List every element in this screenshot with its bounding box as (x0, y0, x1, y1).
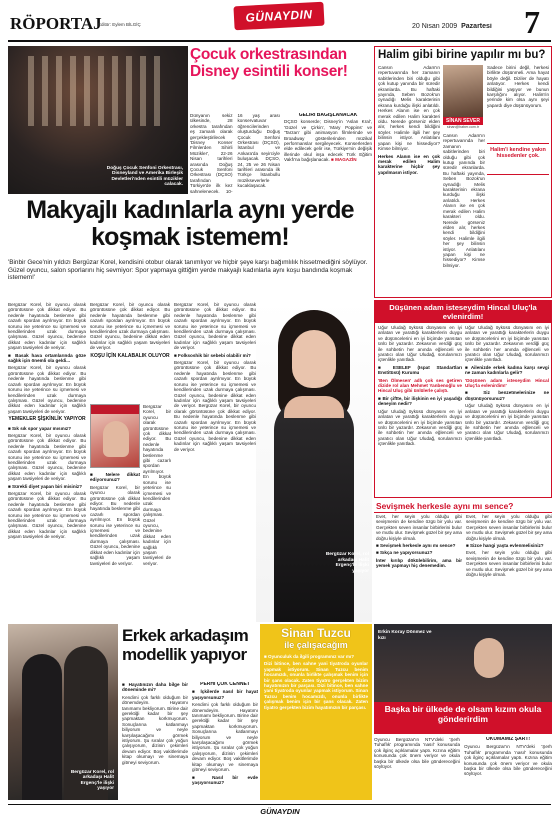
daughter-photo (374, 624, 552, 702)
orchestra-body2-text: DÇSO konserde; Disney'in 'Aslan Kral', 'Güzel ve Çirkin', 'Mary Poppins' ve 'Tarzan' gibi animasyon filmlerinde ve Broadway gösterilerinden müzikal performanslar sergileyecek. Konserlerden elde edilecek gelir ise, Türkiye'nin değişik illerinde okul inşa edecek Türk Eğitim Vakfı'na bağışlanacak. (284, 119, 372, 163)
magazine-cover (90, 404, 140, 468)
orchestra-photo (8, 46, 188, 194)
love-body-text-2: Evet, her seyin yolu olduğu gibi sevişmenin de kendine özgü bir yolu var. Gerçekten seven insanlar birbirlerini bulur ve mutlu olur. Sevişmek güzel bir şey ama doğru kişiyle olmalı. (466, 514, 552, 541)
daughter-col1 (374, 737, 460, 800)
header-rule (8, 40, 551, 42)
interview-box (374, 300, 552, 498)
tuzcu-headline: ile çalışacağım (284, 640, 348, 650)
orchestra-body (190, 113, 280, 197)
column-body-text: Cansın Adam'ın repertuvarında her zamanın sabitlerinden biri olduğu gibi çok kutup yanında bir süredir ekranlarda. Bu haftaki yayında, Seben Bozok'un oynadığı Melis karakterinin ekrana kurduğu ilişki anlatıldı. Herkes Alanın ise en çok merak edilen Halim karakteri oldu. Nerede görseniz elden alır, herkes kendi bildiğini söyler. Halimle ilgili her şey bilinsin istiyor. Anlatılanı yapan kişi ne hissediyor? Kimse bilmiyor. (378, 65, 440, 152)
love-col1 (376, 514, 462, 622)
page-number: 7 (524, 4, 540, 40)
love-subhead-1: ■ Sevişmek herkesle aynı mı sence? (376, 543, 456, 549)
orchestra-body-col3 (284, 113, 372, 197)
stage-lights (28, 56, 168, 126)
main-body-col3 (174, 302, 256, 622)
love-title: Sevişmek herkesle aynı mı sence? (374, 500, 552, 513)
love-highlight: İnter kırılıp dökülebilirim, ama bir yemek yapmayı hiç denemedim. (376, 557, 462, 569)
masthead-logo-text: GÜNAYDIN (245, 7, 313, 25)
issue-date (412, 23, 492, 30)
main-body-text-4: Bergüzar Korel, bir oyuncu olarak görüntüsüne çok dikkat ediyor. Bu nedenle hayatında beslenme gibi cazarlı spordan ayrılmıyor. En büyük sorunu ise yeterince su içmemesi ve kendilerinden uzak durmaya çalışması. Güzel oyuncu, bedenine dikkat eden kadınlar için sağlıklı yaşam tavsiyeleri de veriyor. (8, 491, 86, 540)
column-body2-text: Sadece birini değil, herkesi birlikte düşünmeli. Ama hayat böyle değil. Diziler de hayatı anlatıyor. Herkes kendi bildiğini yaşıyor ve bunun karşılığını alıyor. Halim'in yerinde kim olsa aynı şeyi yapardı diye düşünüyorum. (487, 65, 549, 108)
magazine-cover-band (91, 405, 140, 414)
column-box (374, 46, 552, 298)
interview-body-text-4: Uğur Uludağ öyküsü dünyasını en iyi anlatan ve yarattığı karakterlerin duygu ve düşüncelerini en iyi biçimde yansıtan ünlü bir yazardır. Zekasının verdiği güç ile sohbetin her anında eğlenceli ve yaratıcı olan Uğur Uludağ, sorularımızı içtenlikle yanıtladı. (465, 403, 549, 441)
boyfriend-headline: Erkek arkadaşım modellik yapıyor (122, 626, 249, 664)
main-body-col3-text-3: Bergüzar Korel, bir oyuncu olarak görüntüsüne çok dikkat ediyor. Bu nedenle hayatında beslenme gibi cazarlı spordan ayrılmıyor. En büyük sorunu ise yeterince su içmemesi ve kendilerinden uzak durmaya çalışması. Güzel oyuncu, bedenine dikkat eden kadınlar için sağlıklı yaşam tavsiyeleri de veriyor. (174, 403, 256, 452)
interview-highlight-2: 'Düşünen adam isteseydim Hincal Uluç'la evlenirdim!' (465, 377, 549, 389)
boyfriend-subhead-1: ■ Hayatınızın daha bilge bir döneminde mi? (122, 682, 188, 693)
main-subhead-6: ■ Nelere dikkat ediyorsunuz? (90, 472, 140, 483)
orchestra-subhead: GELİRİ BAĞIŞLANACAK (298, 113, 358, 118)
editor-credit: Editör: Eylem BİLGİÇ (98, 22, 141, 27)
main-subhead-7: ■ Folksoshik bir sebebi olabilir mi? (174, 352, 251, 358)
love-subhead-3: ■ Sizce hangi yaşta evlenmelisiniz? (466, 543, 544, 549)
orchestra-headline-box (190, 46, 370, 110)
interview-body-text: Uğur Uludağ öyküsü dünyasını en iyi anlatan ve yarattığı karakterlerin duygu ve düşüncelerini en iyi biçimde yansıtan ünlü bir yazardır. Zekasının verdiği güç ile sohbetin her anında eğlenceli ve yaratıcı olan Uğur Uludağ, sorularımızı içtenlikle yanıtladı. (378, 325, 462, 363)
orchestra-headline: Çocuk orkestrasından Disney esintili konser! (190, 46, 348, 80)
masthead-logo (233, 2, 324, 31)
main-body-col3-text: Bergüzar Korel, bir oyuncu olarak görüntüsüne çok dikkat ediyor. Bu nedenle hayatında beslenme gibi cazarlı spordan ayrılmıyor. En büyük sorunu ise yeterince su içmemesi ve kendilerinden uzak durmaya çalışması. Güzel oyuncu, bedenine dikkat eden kadınlar için sağlıklı yaşam tavsiyeleri de veriyor. (174, 302, 256, 351)
orchestra-credit: ■ MAGAZİN (331, 157, 357, 163)
boyfriend-col1 (122, 682, 188, 800)
main-body-col3-text-2: Bergüzar Korel, bir oyuncu olarak görüntüsüne çok dikkat ediyor. Bu nedenle hayatında beslenme gibi cazarlı spordan ayrılmıyor. En büyük sorunu ise yeterince su içmemesi ve kendilerinden uzak durmaya çalışması. Güzel oyuncu, bedenine dikkat eden kadınlar için sağlıklı yaşam tavsiyeleri de veriyor. (174, 360, 256, 409)
daughter-subhead: OKUMAMIZ ŞART! (485, 737, 531, 742)
daughter-body-text-2: Oyuncu Bergüzar'ın NTV'deki 'Şerh Tuhaflık' programında 'nasıl' konusunda çok ilginç açıklamalar yaptı. Kızına eğitim konusunda çok önem veriyor ve okula başka bir ülkede olsa bile göndereceğini söylüyor. (464, 744, 552, 777)
boyfriend-body-text-2: Kendimi çok farklı olduğum bir dönemdeyim. Hayatımı tanımamı bekliyorum. Birine dair gerektiği kadar bir şey yapmaktan korkmuyorum. Sonuçlarına katlanmayı biliyorum ve neyle karşılaşacağımı görmek istiyorum. Şu sıralar çok yoğun çalışıyorum, dizinin çekimleri devam ediyor. Boş vakitlerimde kitap okumayı ve sinemaya gitmeyi seviyorum. (192, 702, 258, 773)
daughter-col2 (464, 737, 552, 800)
column-body-right (487, 65, 549, 295)
boyfriend-headline-box (122, 626, 258, 678)
tuzcu-body (264, 654, 368, 798)
daughter-body-text: Oyuncu Bergüzar'ın NTV'deki 'Şerh Tuhaflık' programında 'nasıl' konusunda çok ilginç açıklamalar yaptı. Kızına eğitim konusunda çok önem veriyor ve okula başka bir ülkede olsa bile göndereceğini söylüyor. (374, 737, 460, 770)
couple-photo (8, 624, 118, 800)
main-subhead-2: YEMEKLER ŞİŞKİNLİK YAPIYOR (8, 416, 86, 423)
boyfriend-subhead-2: PERHİ ÇOK CENNET (200, 682, 250, 687)
boyfriend-body-text: Kendimi çok farklı olduğum bir dönemdeyim. Hayatımı tanımamı bekliyorum. Birine dair gerektiği kadar bir şey yapmaktan korkmuyorum. Sonuçlarına katlanmayı biliyorum ve neyle karşılaşacağımı görmek istiyorum. Şu sıralar çok yoğun çalışıyorum, dizinin çekimleri devam ediyor. Boş vakitlerimde kitap okumayı ve sinemaya gitmeyi seviyorum. (122, 694, 188, 765)
orchestra-body-text: Dünyanın sekiz ülkesinde, 28 orkestra tarafından eş zamanlı olarak gerçekleştirilecek 'Disney Konser Filmlerden Sihirli Müzikler', 22-26 Nisan tarihleri arasında Doğuş Çocuk Senfoni Orkestrası (DÇSO) tarafından Türkiye'de ilk kez sahnelenecek. 10-16 yaş arası konservatuvar öğrencilerinden oluşturduğu Doğuş Çocuk Senfoni Orkestrası (DÇSO), İstanbul ve Ankara'da seyirciyle buluşacak. DÇSO, 24, 25 ve 26 Nisan tarihleri arasında ilk Türkçe İstanbullu müzikseverlerle kucaklaşacak. (190, 113, 280, 194)
main-headline: Makyajlı kadınlarla aynı yerde koşmak istemem! (26, 197, 354, 251)
column-body-left (378, 65, 440, 295)
issue-date-text: 20 Nisan 2009 (412, 23, 458, 30)
interview-body-text-3: Uğur Uludağ öyküsü dünyasını en iyi anlatan ve yarattığı karakterlerin duygu ve düşüncelerini en iyi biçimde yansıtan ünlü bir yazardır. Zekasının verdiği güç ile sohbetin her anında eğlenceli ve yaratıcı olan Uğur Uludağ, sorularımızı içtenlikle yanıtladı. (465, 325, 549, 363)
main-subhead-4: KOŞU İÇİN KALABALIK OLUYOR (90, 352, 170, 359)
daughter-photo-face (474, 638, 504, 678)
tuzcu-subhead: ■ Oyunculuk da ilgili programınız var mı? (264, 654, 355, 659)
columnist-photo (443, 65, 483, 117)
tuzcu-box (260, 624, 372, 800)
column-body-center (443, 133, 485, 293)
daughter-headline: Başka bir ülkede de olsam kızım okula gönderirdim (384, 704, 542, 724)
actress-caption (319, 552, 369, 574)
footer-rule (8, 804, 551, 805)
main-subhead-1: ■ Basak hava ortamlarında göze sağlık için önemli ola geldi... (8, 352, 86, 364)
interview-subhead-3: ■ Ailenizde erkek kadına karşı sevgi ne zaman kadınlarla gelir? (465, 364, 549, 376)
interview-body-text-2: Uğur Uludağ öyküsü dünyasını en iyi anlatan ve yarattığı karakterlerin duygu ve düşüncelerini en iyi biçimde yansıtan ünlü bir yazardır. Zekasının verdiği güç ile sohbetin her anında eğlenceli ve yaratıcı olan Uğur Uludağ, sorularımızı içtenlikle yanıtladı. (378, 408, 462, 447)
columnist-email: sinan@haber.com.tr (446, 125, 480, 129)
love-body-text-3: Evet, her seyin yolu olduğu gibi sevişmenin de kendine özgü bir yolu var. Gerçekten seven insanlar birbirlerini bulur ve mutlu olur. Sevişmek güzel bir şey ama doğru kişiyle olmalı. (466, 550, 552, 578)
main-body-col2b-text: Bergüzar Korel, bir oyuncu olarak görüntüsüne çok dikkat ediyor. Bu nedenle hayatında beslenme gibi cazarlı spordan ayrılmıyor. En büyük sorunu ise yeterince su içmemesi ve kendilerinden uzak durmaya çalışması. Güzel oyuncu, bedenine dikkat eden kadınlar için sağlıklı yaşam tavsiyeleri de veriyor. (143, 404, 171, 566)
love-box (374, 500, 552, 622)
tuzcu-body-text: Dizi bitince, ben sahne yani tiyatroda oyunlar yapmak istiyorum. Sinan Tuzcu benim hocamızdı, onunla birlikte çalışmak benim için bir şans olacak. Zaten tiyatro gerçekten bizim hayatımızın bir parçası. (264, 661, 368, 689)
main-body-col2b (143, 404, 171, 624)
tuzcu-name: Sinan Tuzcu (281, 626, 351, 640)
main-body-text-2: Bergüzar Korel, bir oyuncu olarak görüntüsüne çok dikkat ediyor. Bu nedenle hayatında beslenme gibi cazarlı spordan ayrılmıyor. En büyük sorunu ise yeterince su içmemesi ve kendilerinden uzak durmaya çalışması. Güzel oyuncu, bedenine dikkat eden kadınlar için sağlıklı yaşam tavsiyeleri de veriyor. (8, 365, 86, 414)
main-deck: 'Binbir Gece'nin yıldızı Bergüzar Korel, kendisini otobur olarak tanımlıyor ve hiçbir şeye karşı bağımlılık hissetmediğini söylüyor. Güzel oyuncu, salon sporlarını hiç sevmiyor: Spor yapmaya gittiğim yerde makyajlı kadınlarla aynı koşu bandında koşmak istemem!' (8, 259, 368, 282)
main-body-col2-text: Bergüzar Korel, bir oyuncu olarak görüntüsüne çok dikkat ediyor. Bu nedenle hayatında beslenme gibi cazarlı spordan ayrılmıyor. En büyük sorunu ise yeterince su içmemesi ve kendilerinden uzak durmaya çalışması. Güzel oyuncu, bedenine dikkat eden kadınlar için sağlıklı yaşam tavsiyeleri de veriyor. (90, 302, 170, 351)
love-col2 (466, 514, 552, 622)
main-headline-box (8, 197, 372, 257)
actress-portrait (256, 300, 372, 622)
interview-subhead-4: ■ Siz benzetmelerinize ne düşünüyorsunuz? (465, 390, 549, 401)
main-deck-box (8, 259, 372, 299)
actress-face (292, 330, 336, 388)
main-subhead-3: ■ Sık sık spor yapar mısınız? (8, 425, 72, 431)
couple-caption: Bergüzar Korel, rol arkadaşı Halit Ergenç'le ilişki yaşıyor (70, 769, 114, 792)
main-body-col1 (8, 302, 86, 622)
boyfriend-subhead-4: ■ Nasıl bir evde yaşıyorsunuz? (192, 774, 258, 785)
orchestra-photo-caption: Doğuş Çocuk Senfoni Orkestrası, Disneyland ve Amerika Birleşik Devletleri'nden esintili müzikler calacak. (106, 165, 183, 188)
daughter-headline-box (374, 702, 552, 734)
column-highlight-1: Herkes Alanın ise en çok merak edilen Halim karakterine hiçbir şey yapılmasın istiyor. (378, 153, 440, 175)
actress-shoulder (284, 396, 344, 418)
interview-col1 (378, 325, 462, 495)
boyfriend-col2 (192, 682, 258, 800)
couple-person-left (22, 654, 62, 800)
column-highlight-2: Halim'i kendine yakın hissedenler çok. (490, 147, 546, 160)
main-subhead-5: ■ Sürekli diyet yapan biri misiniz? (8, 483, 82, 489)
main-body-text-3: Bergüzar Korel, bir oyuncu olarak görüntüsüne çok dikkat ediyor. Bu nedenle hayatında beslenme gibi cazarlı spordan ayrılmıyor. En büyük sorunu ise yeterince su içmemesi ve kendilerinden uzak durmaya çalışması. Güzel oyuncu, bedenine dikkat eden kadınlar için sağlıklı yaşam tavsiyeleri de veriyor. (8, 432, 86, 482)
interview-banner: Düşünen adam isteseydim Hincal Uluç'la evlenirdim! (375, 301, 551, 323)
tuzcu-body-text-2: Dizi bitince, ben sahne yani tiyatroda oyunlar yapmak istiyorum. Sinan Tuzcu benim hocamızdı, onunla birlikte çalışmak benim için bir şans olacak. Zaten tiyatro gerçekten bizim hayatımızın bir parçası. (264, 683, 368, 710)
interview-highlight-1: 'Ben Ölmesen' adlı çok ses getiren dizide rol alan Mehmet Yanbenoğlu ve Hincal Uluç gibi ünlülerle çalıştı. (378, 377, 462, 394)
love-body-text: Evet, her seyin yolu olduğu gibi sevişmenin de kendine özgü bir yolu var. Gerçekten seven insanlar birbirlerini bulur ve mutlu olur. Sevişmek güzel bir şey ama doğru kişiyle olmalı. (376, 514, 462, 541)
issue-weekday: Pazartesi (461, 23, 492, 30)
magazine-cover-face (103, 421, 129, 457)
love-subhead-2: ■ Sıkça ne yapıyorsunuz? (376, 550, 433, 556)
interview-subhead-2: ■ Bir çiftte, bir ilişkinin en iyi yaşadığı deneyim nedir? (378, 395, 462, 407)
main-body-text: Bergüzar Korel, bir oyuncu olarak görüntüsüne çok dikkat ediyor. Bu nedenle hayatında beslenme gibi cazarlı spordan ayrılmıyor. En büyük sorunu ise yeterince su içmemesi ve kendilerinden uzak durmaya çalışması. Güzel oyuncu, bedenine dikkat eden kadınlar için sağlıklı yaşam tavsiyeleri de veriyor. (8, 302, 86, 351)
main-body-col2 (90, 302, 170, 402)
footer-logo: GÜNAYDIN (260, 807, 300, 816)
column-title: Halim gibi birine yapılır mı bu? (378, 49, 546, 61)
actress-caption-name: Bergüzar Korel, rol arkadaşı Halit Ergenç'le ilişki yaşıyor (325, 552, 369, 574)
column-body-center-text: Cansın Adam'ın repertuvarında her zamanın sabitlerinden biri olduğu gibi çok kutup yanında bir süredir ekranlarda. Bu haftaki yayında, Seben Bozok'un oynadığı Melis karakterinin ekrana kurduğu ilişki anlatıldı. Herkes Alanın ise en çok merak edilen Halim karakteri oldu. Nerede görseniz elden alır, herkes kendi bildiğini söyler. Halimle ilgili her şey bilinsin istiyor. Anlatılanı yapan kişi ne hissediyor? Kimse bilmiyor. (443, 133, 485, 268)
interview-col2 (465, 325, 549, 495)
boyfriend-subhead-3: ■ İçkilerde nasıl bir hayat yaşıyorsunuz? (192, 689, 258, 700)
section-title: RÖPORTAJ (10, 14, 102, 33)
actress-dress (274, 400, 354, 622)
daughter-caption: Erkin Koray Dönmez ve kızı (378, 630, 432, 641)
main-body-col2c (90, 470, 140, 622)
page-header (0, 0, 559, 46)
columnist-name: SİNAN SEVER (443, 117, 483, 125)
main-body-col2c-text: Bergüzar Korel, bir oyuncu olarak görüntüsüne çok dikkat ediyor. Bu nedenle hayatında beslenme gibi cazarlı spordan ayrılmıyor. En büyük sorunu ise yeterince su içmemesi ve kendilerinden uzak durmaya çalışması. Güzel oyuncu, bedenine dikkat eden kadınlar için sağlıklı yaşam tavsiyeleri de veriyor. (90, 484, 140, 566)
interview-subhead-1: ■ ESELEF (Ispat Standartları Enstitüsü) Kurumu (378, 364, 462, 376)
column-highlight-box (487, 143, 549, 175)
